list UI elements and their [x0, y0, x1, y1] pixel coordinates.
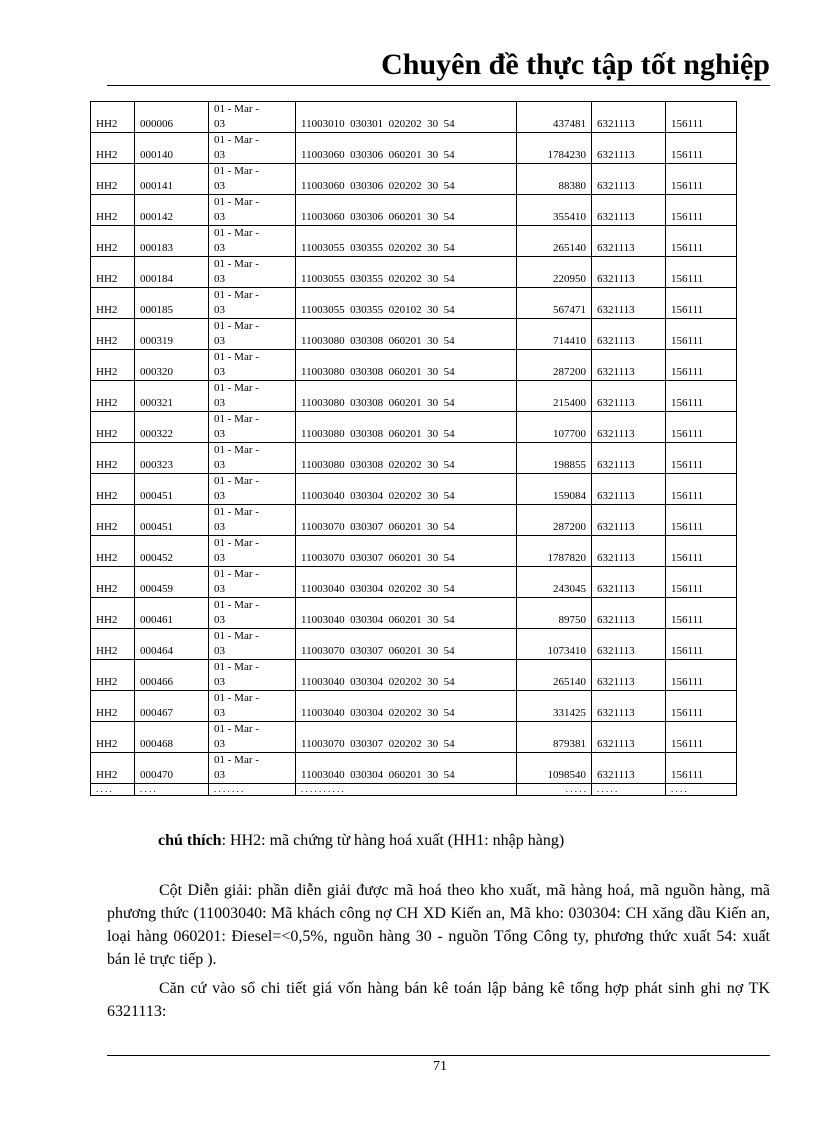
voucher-type-cell: HH2 [91, 505, 135, 536]
date-line-1: 01 - Mar - [214, 289, 259, 301]
voucher-type-cell: HH2 [91, 102, 135, 133]
date-line-2: 03 [214, 583, 225, 595]
date-line-1: 01 - Mar - [214, 599, 259, 611]
debit-account-cell: 6321113 [592, 629, 666, 660]
credit-account-cell: 156111 [666, 288, 737, 319]
amount-cell: 265140 [517, 226, 592, 257]
debit-account-cell: 6321113 [592, 195, 666, 226]
debit-account-cell: 6321113 [592, 102, 666, 133]
debit-account-cell: 6321113 [592, 753, 666, 784]
description-code-cell: 11003040 030304 060201 30 54 [296, 753, 517, 784]
amount-cell: 567471 [517, 288, 592, 319]
amount-cell: 1073410 [517, 629, 592, 660]
date-line-1: 01 - Mar - [214, 568, 259, 580]
date-line-1: 01 - Mar - [214, 506, 259, 518]
credit-account-cell: 156111 [666, 319, 737, 350]
credit-account-cell: 156111 [666, 474, 737, 505]
description-code-cell: 11003060 030306 060201 30 54 [296, 133, 517, 164]
continuation-dots: . . . . [666, 784, 737, 796]
voucher-number-cell: 000183 [135, 226, 209, 257]
date-cell [209, 381, 296, 412]
debit-account-cell: 6321113 [592, 536, 666, 567]
voucher-type-cell: HH2 [91, 133, 135, 164]
amount-cell: 437481 [517, 102, 592, 133]
footer-divider [107, 1055, 770, 1056]
voucher-type-cell: HH2 [91, 319, 135, 350]
amount-cell: 714410 [517, 319, 592, 350]
debit-account-cell: 6321113 [592, 288, 666, 319]
voucher-number-cell: 000184 [135, 257, 209, 288]
ledger-table [90, 101, 737, 796]
description-code-cell: 11003080 030308 060201 30 54 [296, 350, 517, 381]
table-row [91, 319, 737, 350]
voucher-number-cell: 000459 [135, 567, 209, 598]
paragraph-description [107, 879, 770, 971]
date-cell [209, 195, 296, 226]
date-line-2: 03 [214, 459, 225, 471]
date-line-1: 01 - Mar - [214, 351, 259, 363]
voucher-type-cell: HH2 [91, 567, 135, 598]
date-line-1: 01 - Mar - [214, 444, 259, 456]
date-line-2: 03 [214, 335, 225, 347]
voucher-type-cell: HH2 [91, 412, 135, 443]
page-number: 71 [433, 1059, 447, 1074]
table-row [91, 629, 737, 660]
table-row [91, 102, 737, 133]
date-line-2: 03 [214, 738, 225, 750]
table-row [91, 226, 737, 257]
debit-account-cell: 6321113 [592, 412, 666, 443]
date-cell [209, 474, 296, 505]
amount-cell: 159084 [517, 474, 592, 505]
voucher-number-cell: 000461 [135, 598, 209, 629]
date-cell [209, 598, 296, 629]
voucher-number-cell: 000467 [135, 691, 209, 722]
credit-account-cell: 156111 [666, 598, 737, 629]
credit-account-cell: 156111 [666, 133, 737, 164]
voucher-number-cell: 000322 [135, 412, 209, 443]
continuation-dots: . . . . . . . [209, 784, 296, 796]
amount-cell: 88380 [517, 164, 592, 195]
description-code-cell: 11003080 030308 060201 30 54 [296, 381, 517, 412]
date-line-2: 03 [214, 490, 225, 502]
paragraph-text: Cột Diễn giải: phần diễn giải được mã hoá theo kho xuất, mã hàng hoá, mã nguồn hàng, mã phương thức (11003040: Mã khách công nợ CH XD Kiến an, Mã kho: 030304: CH xăng dầu Kiến an, loại hàng 060201: Điesel=<0,5%, nguồn hàng 30 - nguồn Tổng Công ty, phương thức xuất 54: xuất bán lẻ trực tiếp ). [107, 882, 770, 968]
debit-account-cell: 6321113 [592, 505, 666, 536]
description-code-cell: 11003070 030307 060201 30 54 [296, 536, 517, 567]
table-row [91, 505, 737, 536]
debit-account-cell: 6321113 [592, 474, 666, 505]
debit-account-cell: 6321113 [592, 598, 666, 629]
date-line-2: 03 [214, 521, 225, 533]
table-row [91, 660, 737, 691]
continuation-dots: . . . . [135, 784, 209, 796]
debit-account-cell: 6321113 [592, 257, 666, 288]
date-line-1: 01 - Mar - [214, 196, 259, 208]
date-cell [209, 164, 296, 195]
date-line-2: 03 [214, 366, 225, 378]
voucher-type-cell: HH2 [91, 195, 135, 226]
debit-account-cell: 6321113 [592, 567, 666, 598]
table-row [91, 381, 737, 412]
date-line-1: 01 - Mar - [214, 320, 259, 332]
voucher-type-cell: HH2 [91, 474, 135, 505]
date-cell [209, 257, 296, 288]
amount-cell: 1098540 [517, 753, 592, 784]
voucher-number-cell: 000142 [135, 195, 209, 226]
date-line-1: 01 - Mar - [214, 661, 259, 673]
debit-account-cell: 6321113 [592, 164, 666, 195]
date-cell [209, 691, 296, 722]
date-line-1: 01 - Mar - [214, 382, 259, 394]
description-code-cell: 11003055 030355 020202 30 54 [296, 257, 517, 288]
credit-account-cell: 156111 [666, 102, 737, 133]
continuation-dots: . . . . . . . . . . [296, 784, 517, 796]
amount-cell: 265140 [517, 660, 592, 691]
page-header-title: Chuyên đề thực tập tốt nghiệp [381, 48, 770, 81]
voucher-type-cell: HH2 [91, 536, 135, 567]
credit-account-cell: 156111 [666, 226, 737, 257]
credit-account-cell: 156111 [666, 629, 737, 660]
paragraph-text: Căn cứ vào sổ chi tiết giá vốn hàng bán kê toán lập bảng kê tổng hợp phát sinh ghi nợ TK 6321113: [107, 980, 770, 1020]
voucher-type-cell: HH2 [91, 598, 135, 629]
date-line-1: 01 - Mar - [214, 413, 259, 425]
date-line-1: 01 - Mar - [214, 165, 259, 177]
description-code-cell: 11003070 030307 060201 30 54 [296, 505, 517, 536]
date-line-2: 03 [214, 645, 225, 657]
date-line-1: 01 - Mar - [214, 103, 259, 115]
description-code-cell: 11003055 030355 020102 30 54 [296, 288, 517, 319]
description-code-cell: 11003070 030307 060201 30 54 [296, 629, 517, 660]
table-row [91, 753, 737, 784]
table-row [91, 133, 737, 164]
date-line-1: 01 - Mar - [214, 630, 259, 642]
date-cell [209, 412, 296, 443]
date-cell [209, 722, 296, 753]
voucher-number-cell: 000451 [135, 474, 209, 505]
description-code-cell: 11003060 030306 020202 30 54 [296, 164, 517, 195]
voucher-number-cell: 000464 [135, 629, 209, 660]
description-code-cell: 11003040 030304 020202 30 54 [296, 660, 517, 691]
date-line-2: 03 [214, 304, 225, 316]
date-line-2: 03 [214, 614, 225, 626]
description-code-cell: 11003040 030304 020202 30 54 [296, 567, 517, 598]
date-line-2: 03 [214, 211, 225, 223]
table-row [91, 598, 737, 629]
credit-account-cell: 156111 [666, 567, 737, 598]
debit-account-cell: 6321113 [592, 319, 666, 350]
date-cell [209, 505, 296, 536]
amount-cell: 220950 [517, 257, 592, 288]
date-cell [209, 226, 296, 257]
date-line-1: 01 - Mar - [214, 475, 259, 487]
date-line-1: 01 - Mar - [214, 227, 259, 239]
date-line-2: 03 [214, 180, 225, 192]
description-code-cell: 11003040 030304 060201 30 54 [296, 598, 517, 629]
credit-account-cell: 156111 [666, 722, 737, 753]
description-code-cell: 11003040 030304 020202 30 54 [296, 691, 517, 722]
table-row [91, 474, 737, 505]
description-code-cell: 11003010 030301 020202 30 54 [296, 102, 517, 133]
voucher-number-cell: 000319 [135, 319, 209, 350]
date-line-2: 03 [214, 273, 225, 285]
voucher-number-cell: 000321 [135, 381, 209, 412]
date-cell [209, 536, 296, 567]
description-code-cell: 11003080 030308 020202 30 54 [296, 443, 517, 474]
continuation-dots: . . . . . [592, 784, 666, 796]
voucher-type-cell: HH2 [91, 660, 135, 691]
date-cell [209, 288, 296, 319]
amount-cell: 215400 [517, 381, 592, 412]
date-line-2: 03 [214, 242, 225, 254]
amount-cell: 287200 [517, 505, 592, 536]
table-row [91, 567, 737, 598]
date-cell [209, 753, 296, 784]
voucher-number-cell: 000006 [135, 102, 209, 133]
date-line-1: 01 - Mar - [214, 134, 259, 146]
debit-account-cell: 6321113 [592, 226, 666, 257]
table-row [91, 350, 737, 381]
voucher-number-cell: 000466 [135, 660, 209, 691]
credit-account-cell: 156111 [666, 691, 737, 722]
table-row [91, 536, 737, 567]
paragraph-summary [107, 977, 770, 1023]
voucher-number-cell: 000470 [135, 753, 209, 784]
date-line-2: 03 [214, 428, 225, 440]
date-line-2: 03 [214, 552, 225, 564]
table-row [91, 195, 737, 226]
credit-account-cell: 156111 [666, 381, 737, 412]
table-row [91, 722, 737, 753]
amount-cell: 107700 [517, 412, 592, 443]
credit-account-cell: 156111 [666, 536, 737, 567]
date-cell [209, 629, 296, 660]
note-label: chú thích [158, 832, 222, 849]
debit-account-cell: 6321113 [592, 722, 666, 753]
date-cell [209, 350, 296, 381]
credit-account-cell: 156111 [666, 412, 737, 443]
voucher-type-cell: HH2 [91, 350, 135, 381]
credit-account-cell: 156111 [666, 164, 737, 195]
voucher-type-cell: HH2 [91, 288, 135, 319]
table-row [91, 691, 737, 722]
description-code-cell: 11003040 030304 020202 30 54 [296, 474, 517, 505]
table-row [91, 164, 737, 195]
note-text: : HH2: mã chứng từ hàng hoá xuất (HH1: nhập hàng) [221, 832, 565, 849]
voucher-type-cell: HH2 [91, 381, 135, 412]
date-line-1: 01 - Mar - [214, 258, 259, 270]
debit-account-cell: 6321113 [592, 381, 666, 412]
amount-cell: 879381 [517, 722, 592, 753]
date-cell [209, 660, 296, 691]
continuation-dots: . . . . . [517, 784, 592, 796]
credit-account-cell: 156111 [666, 660, 737, 691]
debit-account-cell: 6321113 [592, 691, 666, 722]
date-line-1: 01 - Mar - [214, 692, 259, 704]
amount-cell: 198855 [517, 443, 592, 474]
credit-account-cell: 156111 [666, 257, 737, 288]
voucher-type-cell: HH2 [91, 164, 135, 195]
description-code-cell: 11003080 030308 060201 30 54 [296, 319, 517, 350]
debit-account-cell: 6321113 [592, 350, 666, 381]
voucher-number-cell: 000320 [135, 350, 209, 381]
voucher-number-cell: 000451 [135, 505, 209, 536]
description-code-cell: 11003055 030355 020202 30 54 [296, 226, 517, 257]
date-cell [209, 102, 296, 133]
voucher-number-cell: 000140 [135, 133, 209, 164]
date-line-2: 03 [214, 707, 225, 719]
table-row [91, 412, 737, 443]
voucher-type-cell: HH2 [91, 753, 135, 784]
voucher-type-cell: HH2 [91, 629, 135, 660]
description-code-cell: 11003060 030306 060201 30 54 [296, 195, 517, 226]
header-divider [107, 85, 770, 86]
table-note [158, 832, 564, 850]
amount-cell: 1784230 [517, 133, 592, 164]
date-line-2: 03 [214, 149, 225, 161]
date-line-2: 03 [214, 769, 225, 781]
date-cell [209, 133, 296, 164]
amount-cell: 243045 [517, 567, 592, 598]
voucher-number-cell: 000185 [135, 288, 209, 319]
voucher-type-cell: HH2 [91, 257, 135, 288]
date-line-2: 03 [214, 676, 225, 688]
continuation-dots: . . . . [91, 784, 135, 796]
credit-account-cell: 156111 [666, 350, 737, 381]
amount-cell: 355410 [517, 195, 592, 226]
debit-account-cell: 6321113 [592, 133, 666, 164]
date-cell [209, 319, 296, 350]
voucher-number-cell: 000468 [135, 722, 209, 753]
voucher-type-cell: HH2 [91, 443, 135, 474]
date-cell [209, 443, 296, 474]
table-row [91, 443, 737, 474]
credit-account-cell: 156111 [666, 195, 737, 226]
voucher-number-cell: 000323 [135, 443, 209, 474]
voucher-number-cell: 000141 [135, 164, 209, 195]
date-line-1: 01 - Mar - [214, 754, 259, 766]
amount-cell: 1787820 [517, 536, 592, 567]
table-continuation-row [91, 784, 737, 796]
description-code-cell: 11003080 030308 060201 30 54 [296, 412, 517, 443]
date-line-2: 03 [214, 118, 225, 130]
credit-account-cell: 156111 [666, 505, 737, 536]
voucher-type-cell: HH2 [91, 226, 135, 257]
date-line-2: 03 [214, 397, 225, 409]
amount-cell: 89750 [517, 598, 592, 629]
date-line-1: 01 - Mar - [214, 723, 259, 735]
debit-account-cell: 6321113 [592, 660, 666, 691]
table-row [91, 288, 737, 319]
date-cell [209, 567, 296, 598]
table-row [91, 257, 737, 288]
description-code-cell: 11003070 030307 020202 30 54 [296, 722, 517, 753]
amount-cell: 287200 [517, 350, 592, 381]
voucher-number-cell: 000452 [135, 536, 209, 567]
date-line-1: 01 - Mar - [214, 537, 259, 549]
voucher-type-cell: HH2 [91, 691, 135, 722]
voucher-type-cell: HH2 [91, 722, 135, 753]
credit-account-cell: 156111 [666, 753, 737, 784]
credit-account-cell: 156111 [666, 443, 737, 474]
amount-cell: 331425 [517, 691, 592, 722]
debit-account-cell: 6321113 [592, 443, 666, 474]
